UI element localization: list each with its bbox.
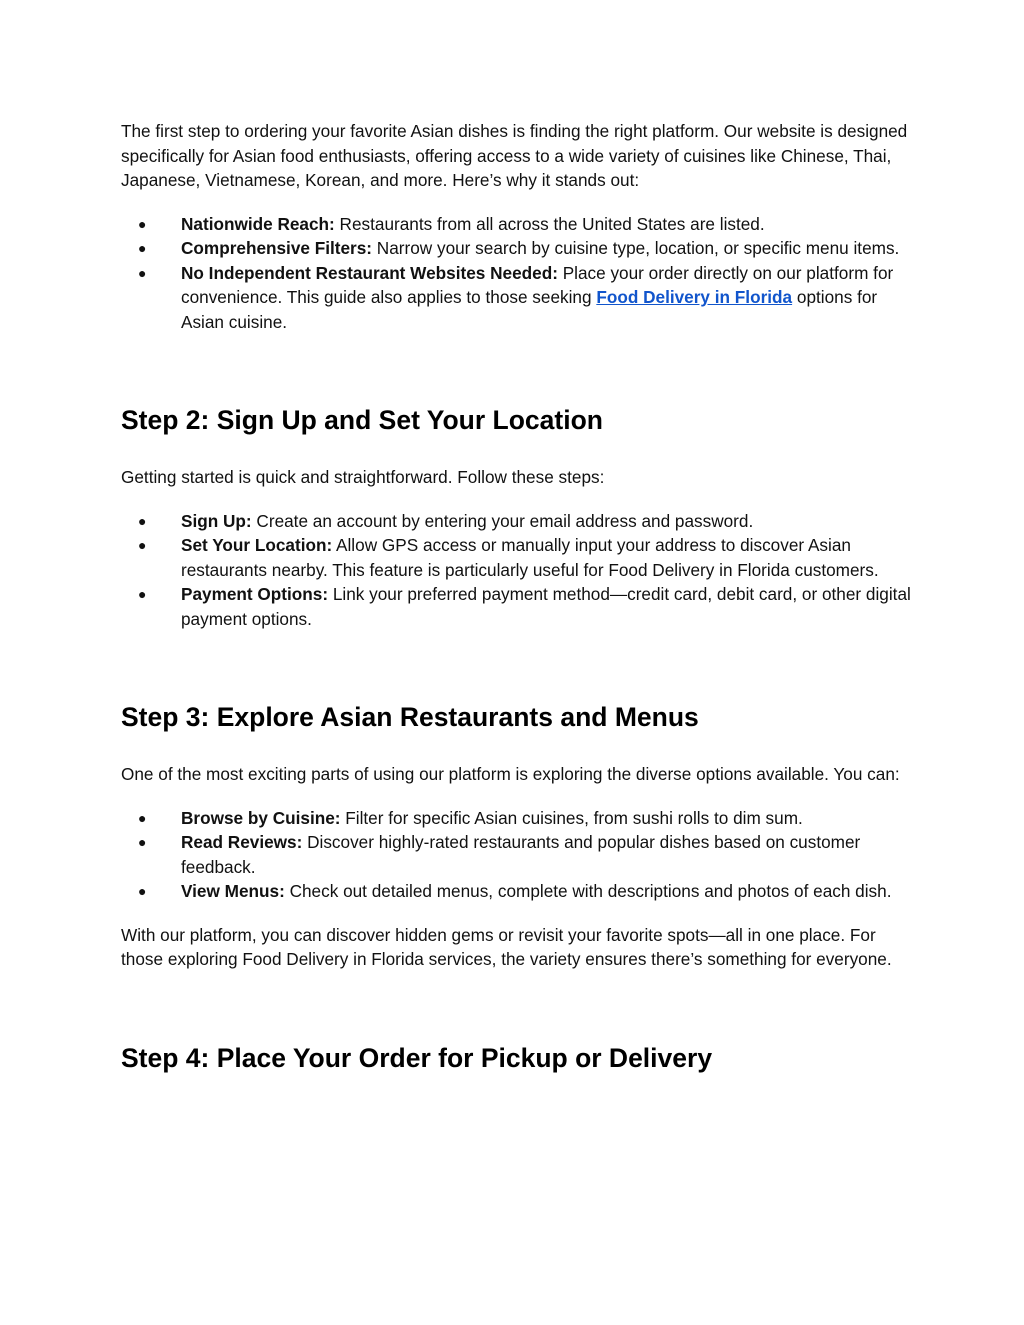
list-item bbox=[121, 830, 911, 879]
step3-closing-paragraph: With our platform, you can discover hidden gems or revisit your favorite spots—all in one place. For those exploring Food Delivery in Florida services, the variety ensures there’s something for everyone. bbox=[121, 924, 892, 969]
bullet-icon: ● bbox=[138, 215, 147, 232]
bullet-icon: ● bbox=[138, 512, 147, 529]
bullet-icon: ● bbox=[138, 883, 147, 899]
step2-list bbox=[121, 509, 911, 632]
item-label: No Independent Restaurant Websites Needed: bbox=[181, 262, 558, 283]
item-text: Filter for specific Asian cuisines, from sushi rolls to dim sum. bbox=[340, 807, 803, 828]
bullet-icon: ● bbox=[138, 264, 147, 281]
item-label: Comprehensive Filters: bbox=[181, 238, 373, 258]
item-text: Narrow your search by cuisine type, location, or specific menu items. bbox=[372, 238, 900, 258]
item-label: Browse by Cuisine: bbox=[181, 807, 341, 828]
item-text: Place your order directly on our platform for convenience. This guide also applies to those seeking bbox=[181, 262, 894, 307]
step2-paragraph: Getting started is quick and straightforward. Follow these steps: bbox=[121, 467, 605, 487]
item-label: Set Your Location: bbox=[181, 535, 333, 555]
item-label: View Menus: bbox=[181, 881, 285, 901]
intro-list bbox=[121, 212, 911, 335]
list-item bbox=[121, 212, 911, 237]
item-label: Read Reviews: bbox=[181, 832, 303, 852]
bullet-icon: ● bbox=[138, 240, 147, 256]
step3-list bbox=[121, 806, 911, 904]
list-item bbox=[121, 879, 911, 904]
food-delivery-florida-link[interactable]: Food Delivery in Florida bbox=[596, 287, 793, 307]
item-label: Sign Up: bbox=[181, 510, 252, 531]
item-text: Link your preferred payment method—credit card, debit card, or other digital payment options. bbox=[181, 584, 911, 629]
bullet-icon: ● bbox=[138, 586, 147, 602]
item-text-after: options for Asian cuisine. bbox=[181, 287, 878, 332]
list-item bbox=[121, 582, 911, 631]
item-text: Allow GPS access or manually input your address to discover Asian restaurants nearby. This feature is particularly useful for Food Delivery in Florida customers. bbox=[181, 535, 879, 580]
item-text: Discover highly-rated restaurants and popular dishes based on customer feedback. bbox=[181, 832, 861, 877]
item-label: Nationwide Reach: bbox=[181, 213, 335, 234]
list-item bbox=[121, 236, 911, 261]
item-text: Create an account by entering your email address and password. bbox=[251, 510, 754, 531]
bullet-icon: ● bbox=[138, 834, 147, 850]
bullet-icon: ● bbox=[138, 809, 147, 826]
step3-heading: Step 3: Explore Asian Restaurants and Menus bbox=[121, 702, 699, 732]
step4-heading: Step 4: Place Your Order for Pickup or Delivery bbox=[121, 1042, 713, 1073]
item-text: Restaurants from all across the United States are listed. bbox=[334, 213, 765, 234]
bullet-icon: ● bbox=[138, 537, 147, 553]
intro-paragraph: The first step to ordering your favorite Asian dishes is finding the right platform. Our website is designed specifically for Asian food enthusiasts, offering access to a wide variety of cuisines like Chinese, Thai, Japanese, Vietnamese, Korean, and more. Here’s why it stands out: bbox=[121, 121, 908, 190]
list-item bbox=[121, 533, 911, 582]
item-text: Check out detailed menus, complete with descriptions and photos of each dish. bbox=[284, 881, 892, 901]
list-item bbox=[121, 806, 911, 831]
item-label: Payment Options: bbox=[181, 584, 329, 604]
list-item bbox=[121, 509, 911, 534]
step2-heading: Step 2: Sign Up and Set Your Location bbox=[121, 405, 603, 435]
step3-paragraph: One of the most exciting parts of using our platform is exploring the diverse options available. You can: bbox=[121, 764, 900, 784]
document-page bbox=[121, 119, 911, 1074]
list-item bbox=[121, 261, 911, 335]
